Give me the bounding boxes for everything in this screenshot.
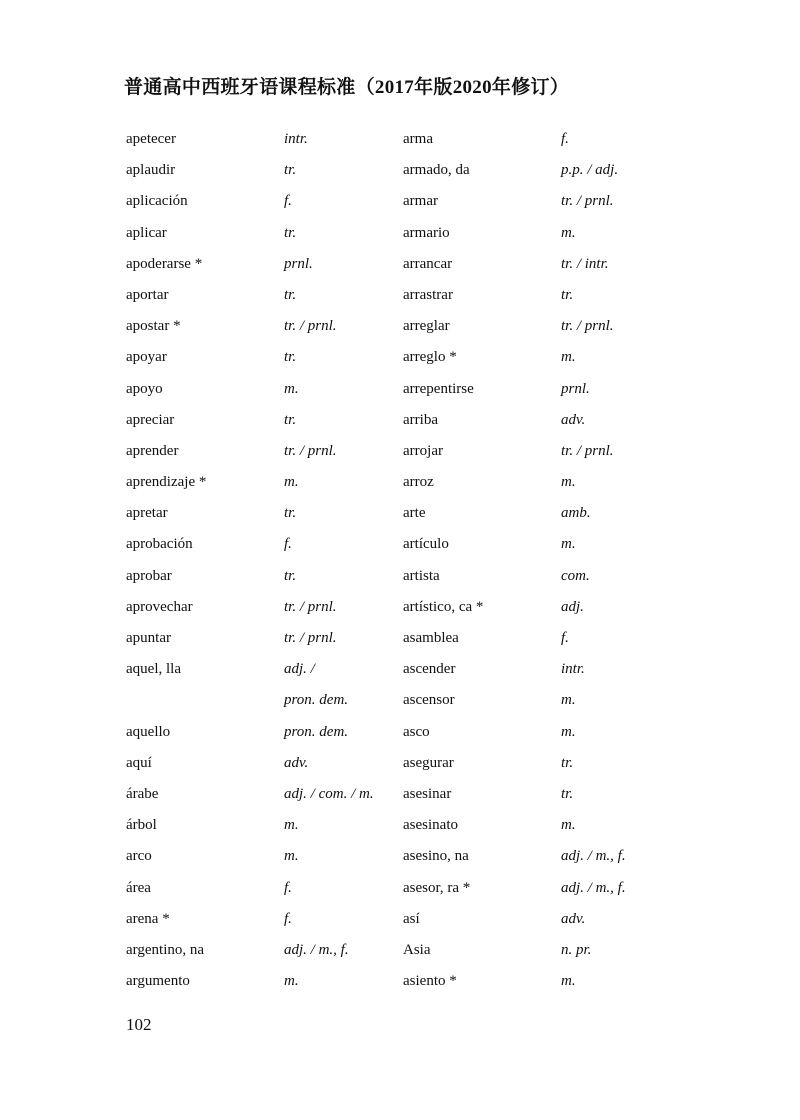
word-right: asegurar	[403, 754, 454, 771]
table-row	[0, 311, 800, 342]
category-left: adj. / m., f.	[284, 941, 349, 958]
category-right: p.p. / adj.	[561, 162, 619, 179]
word-left: apretar	[126, 505, 168, 522]
word-left: argumento	[126, 973, 190, 990]
table-row	[0, 405, 800, 436]
category-right: tr.	[561, 754, 574, 771]
word-left: aprobación	[126, 536, 193, 553]
word-left: aprovechar	[126, 598, 193, 615]
category-left: tr.	[284, 567, 297, 584]
category-left: m.	[284, 973, 299, 990]
category-right: m.	[561, 349, 576, 366]
word-right: armado, da	[403, 162, 470, 179]
table-row	[0, 779, 800, 810]
category-left: adj. / com. / m.	[284, 785, 374, 802]
word-right: asesinato	[403, 817, 458, 834]
word-left: arena *	[126, 910, 170, 927]
category-right: amb.	[561, 505, 591, 522]
category-right: m.	[561, 224, 576, 241]
table-row	[0, 342, 800, 373]
word-left: árabe	[126, 785, 159, 802]
category-right: m.	[561, 474, 576, 491]
table-row	[0, 592, 800, 623]
category-left: f.	[284, 536, 292, 553]
word-left: aquí	[126, 754, 152, 771]
category-right: f.	[561, 630, 569, 646]
word-right: armario	[403, 224, 450, 241]
table-row	[0, 155, 800, 186]
category-right: tr. / prnl.	[561, 442, 614, 459]
word-left: aportar	[126, 286, 169, 303]
category-right: tr.	[561, 286, 574, 303]
word-right: arma	[403, 131, 433, 147]
table-row	[0, 966, 800, 997]
category-left: tr. / prnl.	[284, 630, 337, 646]
word-right: arroz	[403, 474, 434, 491]
word-left: argentino, na	[126, 941, 205, 958]
word-left: aplicar	[126, 224, 167, 241]
category-right: f.	[561, 131, 569, 147]
word-right: artista	[403, 567, 440, 584]
category-right: com.	[561, 567, 590, 584]
category-left: tr.	[284, 349, 297, 366]
word-left: apoderarse *	[126, 255, 203, 272]
table-row	[0, 436, 800, 467]
table-row	[0, 561, 800, 592]
table-row	[0, 374, 800, 405]
table-row	[0, 717, 800, 748]
word-left: aplaudir	[126, 162, 176, 179]
word-left: aplicación	[126, 193, 188, 210]
word-left: aprobar	[126, 567, 172, 584]
table-row	[0, 124, 800, 155]
category-right: adv.	[561, 411, 586, 428]
table-row	[0, 904, 800, 935]
word-left: área	[126, 879, 151, 896]
table-row	[0, 685, 800, 716]
word-right: artístico, ca *	[403, 598, 484, 615]
word-left: apreciar	[126, 411, 175, 428]
word-right: asamblea	[403, 630, 459, 646]
category-right: adj. / m., f.	[561, 879, 626, 896]
category-right: adj.	[561, 598, 584, 615]
word-right: ascensor	[403, 692, 455, 709]
word-right: arrastrar	[403, 286, 453, 303]
table-row	[0, 498, 800, 529]
category-right: m.	[561, 723, 576, 740]
page-title: 普通高中西班牙语课程标准（2017年版2020年修订）	[124, 77, 570, 98]
word-right: asesor, ra *	[403, 879, 471, 896]
category-left: tr.	[284, 224, 297, 241]
word-left: aquel, lla	[126, 661, 181, 678]
word-right: artículo	[403, 536, 449, 553]
table-row	[0, 467, 800, 498]
category-left: m.	[284, 474, 299, 491]
category-right: intr.	[561, 661, 585, 678]
category-right: prnl.	[561, 380, 590, 397]
category-right: adj. / m., f.	[561, 848, 626, 865]
word-right: armar	[403, 193, 438, 210]
table-row	[0, 249, 800, 280]
table-row	[0, 935, 800, 966]
category-right: tr. / prnl.	[561, 193, 614, 210]
word-right: arreglo *	[403, 349, 457, 366]
word-left: apostar *	[126, 318, 181, 335]
word-left: árbol	[126, 817, 157, 834]
table-row	[0, 654, 800, 685]
word-left: aquello	[126, 723, 171, 740]
table-row	[0, 748, 800, 779]
category-left: m.	[284, 380, 299, 397]
category-right: m.	[561, 817, 576, 834]
category-left: tr.	[284, 505, 297, 522]
word-right: así	[403, 910, 420, 927]
category-left: tr.	[284, 286, 297, 303]
category-left: tr.	[284, 411, 297, 428]
category-right: m.	[561, 536, 576, 553]
word-left: arco	[126, 848, 152, 865]
word-right: arriba	[403, 411, 438, 428]
vocabulary-table	[0, 124, 800, 997]
word-left: aprender	[126, 442, 179, 459]
category-right: tr. / intr.	[561, 255, 609, 272]
category-right: m.	[561, 973, 576, 990]
category-left: f.	[284, 193, 292, 210]
word-right: ascender	[403, 661, 456, 678]
word-right: Asia	[403, 941, 431, 958]
table-row	[0, 280, 800, 311]
word-right: arrancar	[403, 255, 453, 272]
category-left: pron. dem.	[284, 723, 349, 740]
page-number: 102	[126, 1015, 152, 1034]
table-row	[0, 186, 800, 217]
word-left: apoyo	[126, 380, 163, 397]
word-right: asiento *	[403, 973, 457, 990]
table-row	[0, 873, 800, 904]
word-right: asco	[403, 723, 430, 740]
table-row	[0, 218, 800, 249]
category-right: m.	[561, 692, 576, 709]
category-left: m.	[284, 817, 299, 834]
category-left: tr. / prnl.	[284, 442, 337, 459]
category-left: f.	[284, 910, 292, 927]
category-left: f.	[284, 879, 292, 896]
word-left: aprendizaje *	[126, 474, 207, 491]
category-left: pron. dem.	[284, 692, 349, 709]
category-left: prnl.	[284, 255, 313, 272]
category-left: intr.	[284, 131, 308, 147]
category-left: tr. / prnl.	[284, 598, 337, 615]
table-row	[0, 810, 800, 841]
category-right: tr. / prnl.	[561, 318, 614, 335]
word-right: arte	[403, 505, 426, 522]
category-right: tr.	[561, 785, 574, 802]
category-left: tr. / prnl.	[284, 318, 337, 335]
category-left: adv.	[284, 754, 309, 771]
word-left: apoyar	[126, 349, 167, 366]
word-left: apuntar	[126, 630, 171, 646]
word-right: arrepentirse	[403, 380, 474, 397]
category-left: m.	[284, 848, 299, 865]
table-row	[0, 841, 800, 872]
word-right: arreglar	[403, 318, 450, 335]
word-right: arrojar	[403, 442, 443, 459]
category-right: n. pr.	[561, 941, 592, 958]
table-row	[0, 623, 800, 654]
word-right: asesino, na	[403, 848, 469, 865]
word-left: apetecer	[126, 131, 176, 147]
category-left: tr.	[284, 162, 297, 179]
table-row	[0, 529, 800, 560]
category-right: adv.	[561, 910, 586, 927]
word-right: asesinar	[403, 785, 452, 802]
category-left: adj. /	[284, 661, 315, 678]
